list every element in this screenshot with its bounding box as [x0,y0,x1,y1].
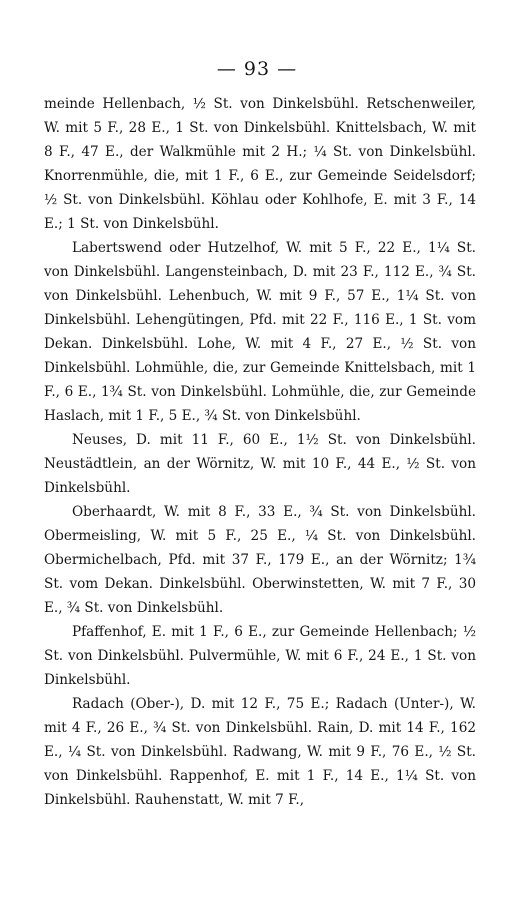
paragraph-5: Pfaffenhof, E. mit 1 F., 6 E., zur Gemeinde Hellenbach; ½ St. von Dinkelsbühl. Pulvermühle, W. mit 6 F., 24 E., 1 St. von Dinkelsbühl. [44,624,476,688]
page-number-header: — 93 — [216,58,298,80]
paragraph-4: Oberhaardt, W. mit 8 F., 33 E., ¾ St. von Dinkelsbühl. Obermeisling, W. mit 5 F., 25 E., ¼ St. von Dinkelsbühl. Obermichelbach, Pfd. mit 37 F., 179 E., an der Wörnitz; 1¾ St. vom Dekan. Dinkelsbühl. Oberwinstetten, W. mit 7 F., 30 E., ¾ St. von Dinkelsbühl. [44,504,476,616]
paragraph-3: Neuses, D. mit 11 F., 60 E., 1½ St. von Dinkelsbühl. Neustädtlein, an der Wörnitz, W. mit 10 F., 44 E., ½ St. von Dinkelsbühl. [44,432,476,496]
paragraph-6: Radach (Ober-), D. mit 12 F., 75 E.; Radach (Unter-), W. mit 4 F., 26 E., ¾ St. von Dinkelsbühl. Rain, D. mit 14 F., 162 E., ¼ St. von Dinkelsbühl. Radwang, W. mit 9 F., 76 E., ½ St. von Dinkelsbühl. Rappenhof, E. mit 1 F., 14 E., 1¼ St. von Dinkelsbühl. Rauhenstatt, W. mit 7 F., [44,696,476,808]
page-body [44,92,476,812]
paragraph-2: Labertswend oder Hutzelhof, W. mit 5 F., 22 E., 1¼ St. von Dinkelsbühl. Langensteinbach, D. mit 23 F., 112 E., ¾ St. von Dinkelsbühl. Lehenbuch, W. mit 9 F., 57 E., 1¼ St. von Dinkelsbühl. Lehengütingen, Pfd. mit 22 F., 116 E., 1 St. vom Dekan. Dinkelsbühl. Lohe, W. mit 4 F., 27 E., ½ St. von Dinkelsbühl. Lohmühle, die, zur Gemeinde Knittelsbach, mit 1 F., 6 E., 1¾ St. von Dinkelsbühl. Lohmühle, die, zur Gemeinde Haslach, mit 1 F., 5 E., ¾ St. von Dinkelsbühl. [44,240,476,424]
paragraph-1: meinde Hellenbach, ½ St. von Dinkelsbühl. Retschenweiler, W. mit 5 F., 28 E., 1 St. von Dinkelsbühl. Knittelsbach, W. mit 8 F., 47 E., der Walkmühle mit 2 H.; ¼ St. von Dinkelsbühl. Knorrenmühle, die, mit 1 F., 6 E., zur Gemeinde Seidelsdorf; ½ St. von Dinkelsbühl. Köhlau oder Kohlhofe, E. mit 3 F., 14 E.; 1 St. von Dinkelsbühl. [44,96,476,232]
